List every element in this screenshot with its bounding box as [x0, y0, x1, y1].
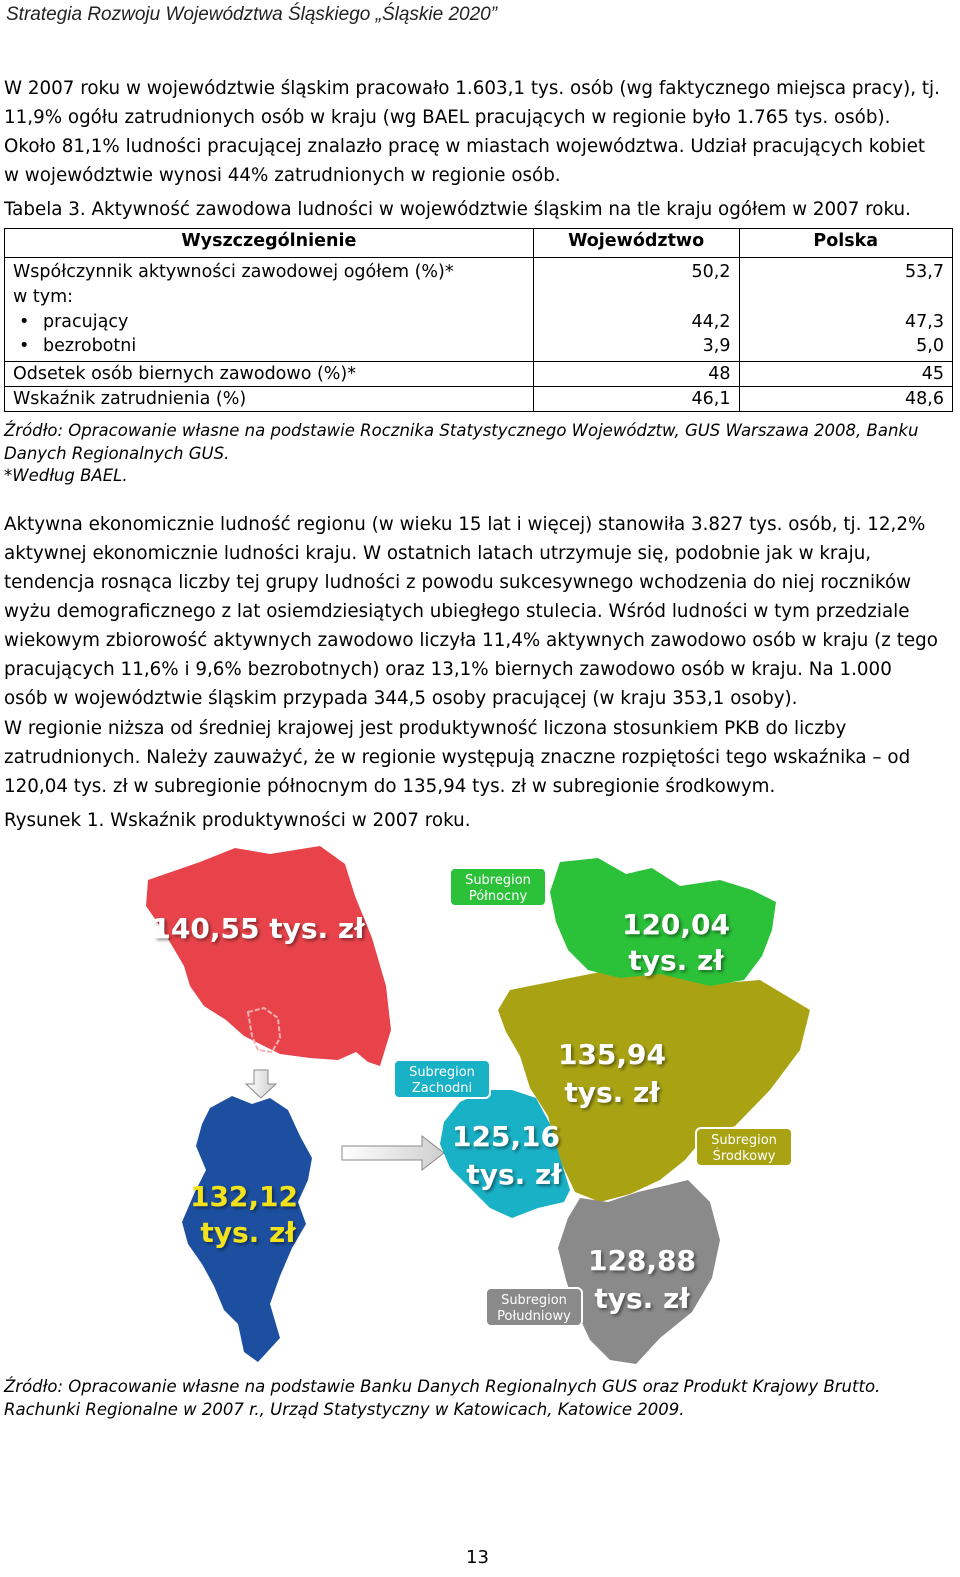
table-header-row	[5, 229, 953, 258]
label-west-line2: Zachodni	[411, 1081, 473, 1096]
silesia-value-line1: 132,12	[189, 1180, 299, 1213]
north-value-line1: 120,04	[621, 908, 731, 941]
table-row	[5, 387, 953, 412]
paragraph-productivity	[4, 714, 952, 801]
text-line: w województwie wynosi 44% zatrudnionych w regionie osób.	[4, 165, 561, 186]
label-central-line1: Subregion	[711, 1133, 777, 1148]
text-line: aktywnej ekonomicznie ludności kraju. W ostatnich latach utrzymuje się, podobnie jak w kraju,	[4, 543, 872, 564]
text-line: osób w województwie śląskim przypada 344,5 osoby pracującej (w kraju 353,1 osoby).	[4, 688, 798, 709]
column-header: Polska	[739, 229, 953, 258]
bullet-item: • bezrobotni	[13, 334, 525, 359]
source-line: Danych Regionalnych GUS.	[4, 443, 230, 463]
label-south-line1: Subregion	[501, 1293, 567, 1308]
source-line: Źródło: Opracowanie własne na podstawie Rocznika Statystycznego Województw, GUS Warszawa 2008, Banku	[4, 421, 919, 440]
voivodeship-cell	[533, 258, 739, 362]
figure-source	[4, 1376, 954, 1421]
text-line: tendencja rosnąca liczby tej grupy ludności z powodu sukcesywnego wchodzenia do niej roczników	[4, 572, 912, 593]
column-header: Wyszczególnienie	[5, 229, 534, 258]
row-label: Współczynnik aktywności zawodowej ogółem (%)*	[13, 262, 454, 282]
paragraph-employment	[4, 74, 952, 190]
map-svg	[140, 840, 820, 1370]
label-south-line2: Południowy	[497, 1309, 571, 1324]
label-north-line1: Subregion	[465, 873, 531, 888]
south-value-line1: 128,88	[587, 1244, 697, 1277]
text-line: wiekowym zbiorowość aktywnych zawodowo liczyła 11,4% aktywnych zawodowo osób w kraju (z tego	[4, 630, 938, 651]
text-line: Około 81,1% ludności pracującej znalazło pracę w miastach województwa. Udział pracujących kobiet	[4, 136, 925, 157]
right-arrow-icon	[342, 1136, 444, 1170]
text-line: wyżu demograficznego z lat osiemdziesiątych ubiegłego stulecia. Wśród ludności w tym przedziale	[4, 601, 910, 622]
text-line: pracujących 11,6% i 9,6% bezrobotnych) oraz 13,1% biernych zawodowo osób w kraju. Na 1.000	[4, 659, 892, 680]
source-line: Rachunki Regionalne w 2007 r., Urząd Statystyczny w Katowicach, Katowice 2009.	[4, 1399, 685, 1419]
cell-value: 3,9	[702, 336, 731, 357]
productivity-map	[140, 840, 820, 1370]
poland-cell	[739, 258, 953, 362]
cell-value: 50,2	[691, 262, 731, 282]
row-label: Wskaźnik zatrudnienia (%)	[5, 387, 534, 412]
table-caption: Tabela 3. Aktywność zawodowa ludności w województwie śląskim na tle kraju ogółem w 2007 roku.	[4, 199, 911, 220]
poland-shape	[146, 846, 391, 1066]
activity-table	[4, 228, 953, 412]
text-line: W regionie niższa od średniej krajowej jest produktywność liczona stosunkiem PKB do liczby	[4, 718, 847, 739]
west-value-line2: tys. zł	[466, 1158, 562, 1191]
central-value-line1: 135,94	[557, 1038, 667, 1071]
table-source	[4, 420, 954, 488]
row-label: Odsetek osób biernych zawodowo (%)*	[5, 362, 534, 387]
table-footnote: *Według BAEL.	[4, 466, 128, 485]
central-value-line2: tys. zł	[564, 1076, 660, 1109]
label-north-line2: Północny	[468, 889, 528, 904]
label-west-line1: Subregion	[409, 1065, 475, 1080]
cell-value: 48	[533, 362, 739, 387]
row-sublabel: w tym:	[13, 286, 74, 307]
label-north	[450, 868, 546, 906]
cell-value: 53,7	[905, 262, 944, 282]
poland-value: 140,55 tys. zł	[151, 912, 365, 945]
down-arrow-icon	[246, 1070, 276, 1098]
label-central	[696, 1128, 792, 1166]
cell-value: 48,6	[739, 387, 953, 412]
table-row	[5, 362, 953, 387]
text-line: Aktywna ekonomicznie ludność regionu (w wieku 15 lat i więcej) stanowiła 3.827 tys. osób, tj. 12,2%	[4, 514, 926, 535]
label-west	[394, 1060, 490, 1098]
text-line: 120,04 tys. zł w subregionie północnym do 135,94 tys. zł w subregionie środkowym.	[4, 776, 776, 797]
running-header: Strategia Rozwoju Województwa Śląskiego „Śląskie 2020”	[6, 4, 498, 25]
silesia-value-line2: tys. zł	[200, 1216, 296, 1249]
text-line: 11,9% ogółu zatrudnionych osób w kraju (wg BAEL pracujących w regionie było 1.765 tys. osób).	[4, 107, 891, 128]
label-central-line2: Środkowy	[712, 1149, 776, 1164]
table-row	[5, 258, 953, 362]
row-label-cell	[5, 258, 534, 362]
cell-value: 5,0	[916, 336, 944, 357]
text-line: zatrudnionych. Należy zauważyć, że w regionie występują znaczne rozpiętości tego wskaźnika – od	[4, 747, 911, 768]
cell-value: 47,3	[905, 311, 944, 332]
south-value-line2: tys. zł	[594, 1282, 690, 1315]
source-line: Źródło: Opracowanie własne na podstawie Banku Danych Regionalnych GUS oraz Produkt Krajowy Brutto.	[4, 1377, 881, 1396]
figure-caption: Rysunek 1. Wskaźnik produktywności w 2007 roku.	[4, 810, 471, 831]
page-number: 13	[466, 1547, 489, 1568]
bullet-item: • pracujący	[13, 310, 525, 335]
label-south	[486, 1288, 582, 1326]
cell-value: 44,2	[691, 311, 731, 332]
cell-value: 46,1	[533, 387, 739, 412]
north-value-line2: tys. zł	[628, 944, 724, 977]
cell-value: 45	[739, 362, 953, 387]
column-header: Województwo	[533, 229, 739, 258]
paragraph-active-population	[4, 510, 952, 713]
text-line: W 2007 roku w województwie śląskim pracowało 1.603,1 tys. osób (wg faktycznego miejsca pracy), tj.	[4, 78, 940, 99]
west-value-line1: 125,16	[451, 1120, 561, 1153]
